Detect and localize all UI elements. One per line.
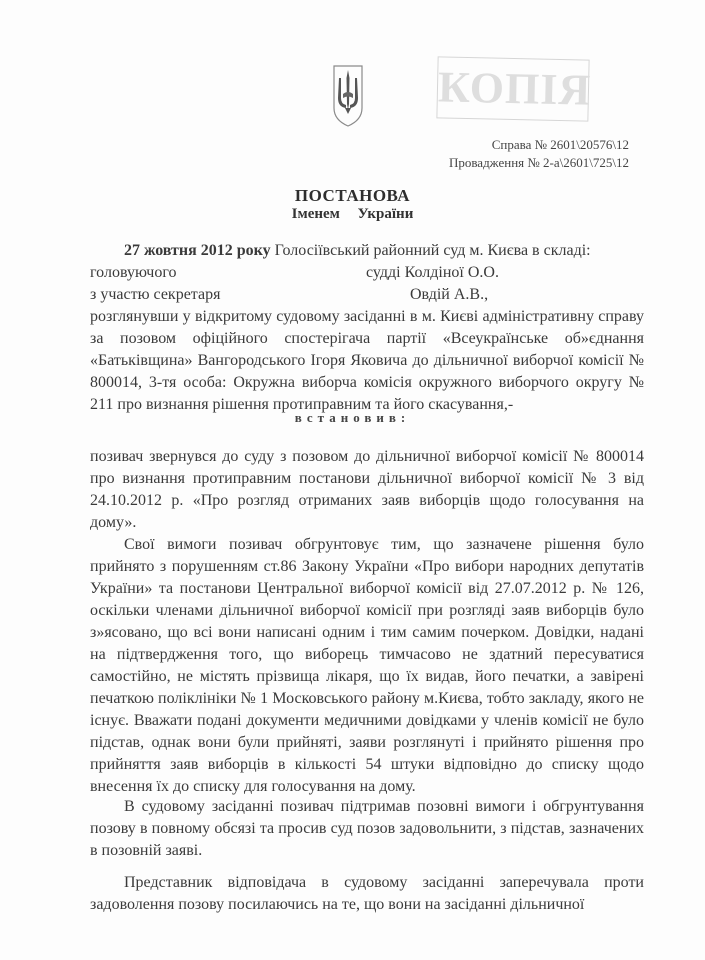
document-subtitle: Іменем України	[291, 206, 414, 222]
paragraph-hearing: В судовому засіданні позивач підтримав позовні вимоги і обгрунтування позову в повному обсязі та просив суд позов задовольнити, з підстав, зазначених в позовній заяві.	[90, 798, 644, 859]
case-number: Справа № 2601\20576\12	[491, 137, 629, 152]
case-description: розглянувши у відкритому судовому засіданні в м. Києві адміністративну справу за позовом офіційного спостерігача партії «Всеукраїнське об»єднання «Батьківщина» Вангородського Ігоря Яковича до дільничної виборчої комісії № 800014, 3-тя особа: Окружна виборча комісія окружного виборчого округу № 211 про визнання рішення протиправним та його скасування,-	[90, 308, 644, 413]
secretary-label: з участю секретаря	[90, 286, 221, 303]
section-heading: встановив:	[294, 410, 411, 425]
proceeding-number: Провадження № 2-а\2601\725\12	[448, 155, 629, 170]
court-composition: Голосіївський районний суд м. Києва в складі:	[274, 242, 591, 259]
stamp-text: КОПІЯ	[437, 62, 592, 115]
trident-emblem-icon	[331, 64, 365, 128]
copy-stamp	[436, 56, 592, 121]
paragraph-claim: позивач звернувся до суду з позовом до дільничної виборчої комісії № 800014 про визнання протиправним постанови дільничної виборчої комісії № 3 від 24.10.2012 р. «Про розгляд отриманих заяв виборців щодо голосування на дому».	[90, 448, 644, 531]
decision-date: 27 жовтня 2012 року	[124, 242, 271, 259]
document-title: ПОСТАНОВА	[294, 186, 411, 205]
intro-line	[124, 240, 591, 262]
presiding-label: головуючого	[90, 264, 177, 281]
presiding-name: судді Колдіної О.О.	[366, 264, 499, 281]
paragraph-defendant: Представник відповідача в судовому засіданні заперечувала проти задоволення позову посилаючись на те, що вони на засіданні дільничної	[90, 874, 644, 913]
case-reference	[449, 136, 629, 172]
secretary-name: Овдій А.В.,	[410, 286, 489, 303]
paragraph-grounds: Свої вимоги позивач обгрунтовує тим, що зазначене рішення було прийнято з порушенням ст.86 Закону України «Про вибори народних депутатів України» та постанови Центральної виборчої комісії від 27.07.2012 р. № 126, оскільки членами дільничної виборчої комісії при розгляді заяв виборців було з»ясовано, що всі вони написані одним і тим самим почерком. Довідки, надані на підтвердження того, що виборець тимчасово не здатний пересуватися самостійно, не містять прізвища лікаря, що їх видав, його печатки, а завірені печаткою поліклініки № 1 Московського району м.Києва, тобто закладу, якого не існує. Вважати подані документи медичними довідками у членів комісії не було підстав, однак вони були прийняті, заяви розглянуті і прийнято рішення про прийняття заяв виборців в кількості 54 штуки відповідно до списку щодо внесення їх до списку для голосування на дому.	[90, 536, 644, 795]
